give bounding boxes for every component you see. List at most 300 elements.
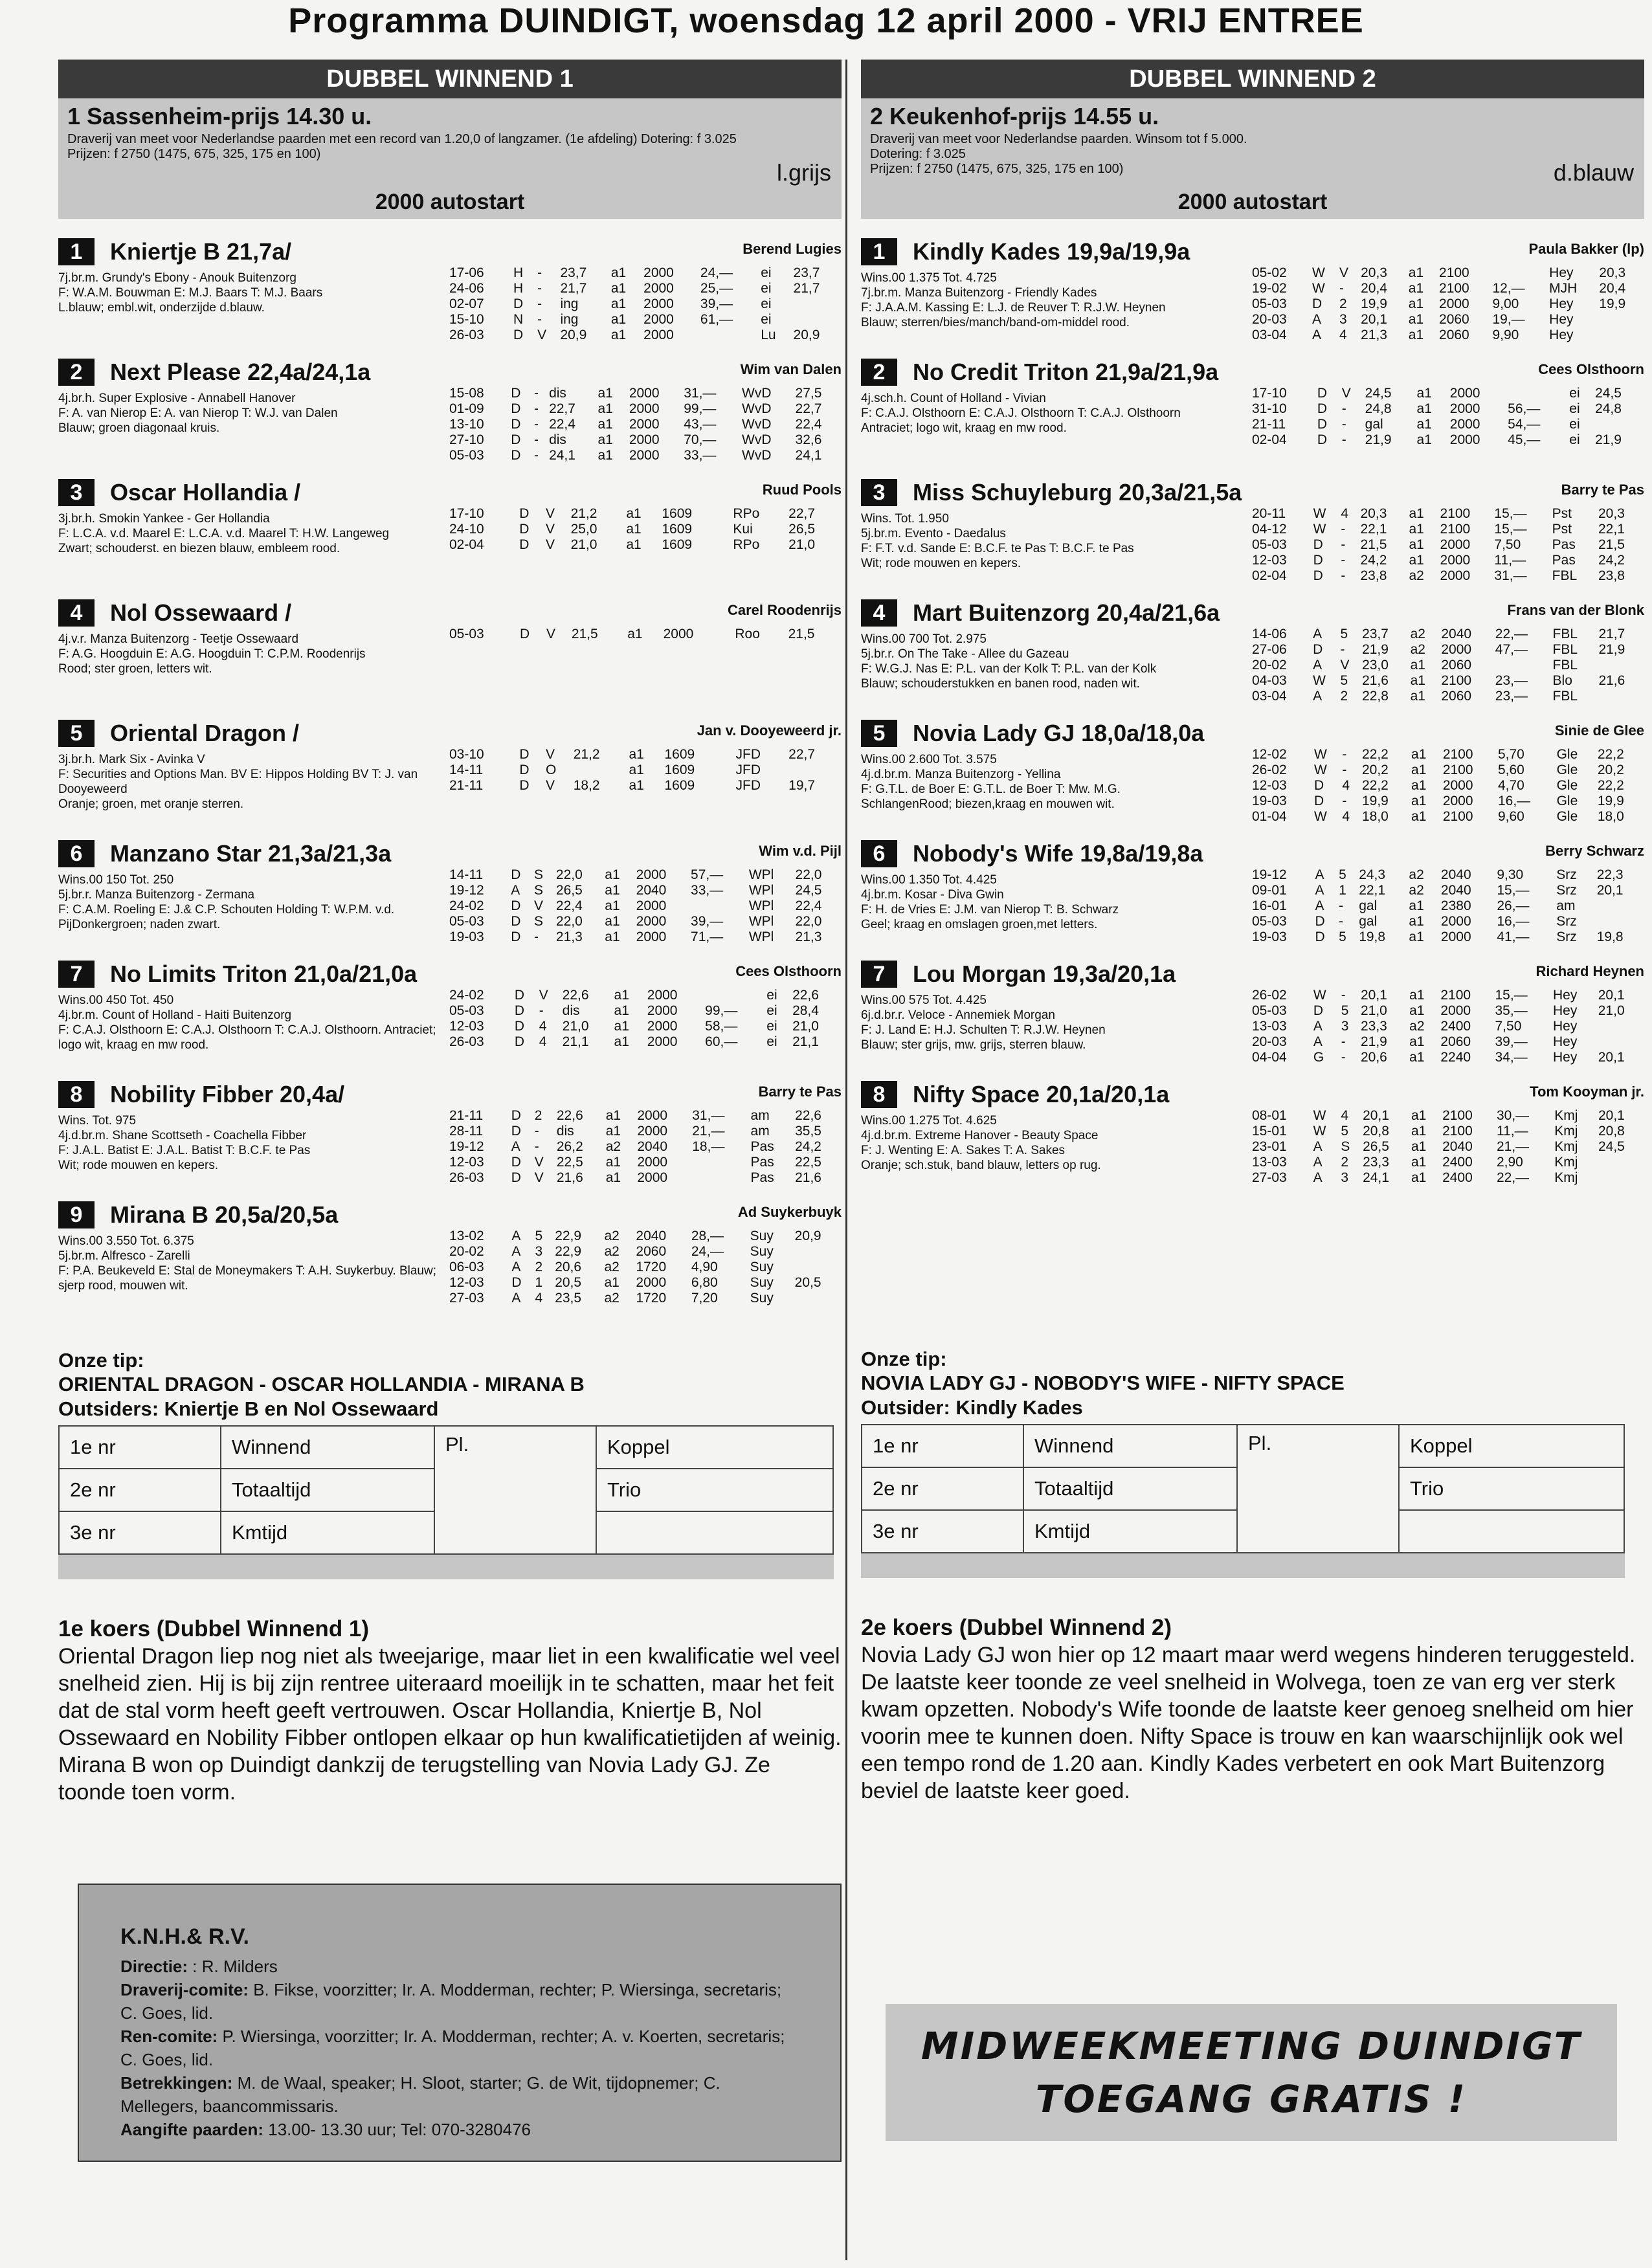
result-cell: gal <box>1359 898 1378 913</box>
horse-results <box>447 506 842 553</box>
grid-empty <box>596 1511 833 1554</box>
horse-info-line: Blauw; groen diagonaal kruis. <box>58 421 220 435</box>
result-cell: a1 <box>1416 401 1432 416</box>
result-cell: a1 <box>627 627 643 641</box>
horse-info <box>861 632 1249 691</box>
result-cell: WPl <box>748 898 774 913</box>
result-cell: 05-03 <box>449 448 484 463</box>
result-cell: 21,1 <box>792 1034 819 1049</box>
result-cell <box>724 778 733 794</box>
result-cell: 21,5 <box>788 627 815 641</box>
org-title: K.N.H.& R.V. <box>120 1924 250 1949</box>
horse-info <box>861 752 1249 812</box>
result-cell: 05-02 <box>1252 265 1287 280</box>
result-row <box>447 1108 842 1124</box>
result-cell: Kmj <box>1554 1108 1578 1123</box>
grid-pl: Pl. <box>434 1426 596 1554</box>
result-cell: 02-04 <box>449 537 484 552</box>
result-cell: 22,7 <box>788 747 816 762</box>
result-cell: a1 <box>1416 432 1432 447</box>
result-cell: - <box>533 386 539 401</box>
result-cell: A <box>1315 867 1324 882</box>
result-cell: a1 <box>614 1019 629 1034</box>
horse-results <box>1249 988 1644 1065</box>
horse-info-line: F: J.A.L. Batist E: J.A.L. Batist T: B.C.F. te Pas <box>58 1144 311 1157</box>
result-cell: a1 <box>604 1275 620 1290</box>
result-cell: W <box>1312 265 1325 280</box>
result-cell <box>698 328 758 343</box>
horse-name: Nobility Fibber 20,4a/ <box>110 1081 345 1107</box>
result-cell: 2000 <box>643 312 674 327</box>
horse-info <box>861 993 1249 1052</box>
horse-trainer: Sinie de Glee <box>1554 722 1644 739</box>
result-cell: 26-03 <box>449 1034 484 1049</box>
result-cell: a2 <box>1409 883 1424 898</box>
result-cell: 9,00 <box>1492 296 1519 311</box>
result-cell <box>1505 386 1567 401</box>
result-cell: 27,5 <box>795 386 822 401</box>
result-cell: 15,— <box>1495 988 1528 1003</box>
result-cell: 21,3 <box>555 929 583 944</box>
result-cell: MJH <box>1549 281 1578 296</box>
tip-heading: Onze tip: <box>58 1349 144 1372</box>
result-cell <box>792 1260 842 1275</box>
result-cell: 18,0 <box>1597 809 1624 824</box>
result-row <box>1249 673 1644 689</box>
result-cell: 22,4 <box>795 898 822 913</box>
result-cell: a2 <box>1409 568 1424 583</box>
result-cell: a1 <box>597 417 613 432</box>
result-cell: Hey <box>1549 328 1574 342</box>
result-cell: W <box>1314 809 1327 824</box>
result-cell: S <box>533 867 543 882</box>
result-cell: 22,6 <box>795 1108 821 1123</box>
result-cell: Srz <box>1556 929 1577 944</box>
horse-trainer: Paula Bakker (lp) <box>1528 241 1644 257</box>
org-aangifte <box>120 2118 799 2141</box>
result-cell: WPl <box>748 883 774 898</box>
result-cell <box>791 296 842 312</box>
result-cell: A <box>1313 627 1323 641</box>
result-cell: - <box>1342 747 1347 762</box>
result-cell: a1 <box>1416 386 1432 401</box>
horse-name: No Limits Triton 21,0a/21,0a <box>110 961 418 987</box>
result-cell: 2 <box>1340 689 1348 704</box>
result-cell: 26,— <box>1497 898 1530 913</box>
horse-results <box>1249 386 1644 448</box>
result-cell: 21,9 <box>1360 1034 1387 1049</box>
result-row <box>1249 1050 1644 1065</box>
result-cell: D <box>511 432 521 447</box>
result-cell <box>724 762 733 778</box>
result-row <box>447 747 842 762</box>
result-cell: 1609 <box>662 506 693 521</box>
result-cell: 2380 <box>1440 898 1471 913</box>
result-cell: 22,4 <box>549 417 575 432</box>
result-cell: 41,— <box>1497 929 1530 944</box>
result-cell: 12-03 <box>449 1155 484 1170</box>
result-row <box>1249 642 1644 658</box>
result-cell: 58,— <box>705 1019 738 1034</box>
result-cell: 2 <box>1341 1155 1348 1170</box>
result-cell: A <box>511 1260 521 1274</box>
horse-name: No Credit Triton 21,9a/21,9a <box>913 359 1219 385</box>
result-cell: gal <box>1365 417 1383 432</box>
race-description: Draverij van meet voor Nederlandse paarden. Winsom tot f 5.000. Dotering: f 3.025 <box>870 132 1247 161</box>
result-cell: 2400 <box>1442 1155 1473 1170</box>
result-cell: 24,1 <box>1363 1170 1389 1185</box>
result-cell: 2000 <box>647 1003 678 1018</box>
result-cell: 2000 <box>637 1155 668 1170</box>
result-cell: 5 <box>1340 627 1348 641</box>
result-cell: FBL <box>1552 568 1578 583</box>
result-cell: 9,30 <box>1497 867 1524 882</box>
result-cell: dis <box>549 386 566 401</box>
result-cell: 23,3 <box>1363 1155 1389 1170</box>
result-cell: a1 <box>1411 778 1427 793</box>
result-cell: 26,2 <box>556 1139 583 1154</box>
result-cell: 2000 <box>647 988 678 1003</box>
result-cell: Gle <box>1556 747 1578 762</box>
grid-2e-nr: 2e nr <box>862 1467 1023 1510</box>
result-cell: 01-09 <box>449 401 484 416</box>
horse-results <box>1249 506 1644 584</box>
result-cell: D <box>511 1170 521 1185</box>
tip-heading: Onze tip: <box>861 1348 947 1370</box>
horse-info-line: 4j.d.br.m. Shane Scottseth - Coachella Fibber <box>58 1129 307 1142</box>
result-cell: A <box>1312 312 1322 327</box>
result-cell: D <box>1317 432 1328 447</box>
result-cell: 11,— <box>1494 553 1526 568</box>
result-cell: WvD <box>742 386 772 401</box>
result-cell: 2 <box>535 1260 543 1274</box>
result-cell: a1 <box>1416 417 1432 432</box>
result-cell: 24,5 <box>1365 386 1392 401</box>
result-cell: 56,— <box>1508 401 1541 416</box>
result-cell: S <box>533 883 543 898</box>
result-cell: 20,6 <box>1360 1050 1387 1065</box>
result-cell: a1 <box>597 432 613 447</box>
horse-info-line: F: H. de Vries E: J.M. van Nierop T: B. Schwarz <box>861 903 1119 917</box>
result-cell: 2400 <box>1442 1170 1473 1185</box>
result-cell: 19-12 <box>1252 867 1287 882</box>
grid-koppel: Koppel <box>1399 1425 1624 1467</box>
result-cell: a1 <box>605 914 620 929</box>
result-cell: 22,2 <box>1597 778 1624 793</box>
result-cell: 24-02 <box>449 898 484 913</box>
horse-info-line: Oranje; sch.stuk, band blauw, letters op rug. <box>861 1159 1101 1172</box>
result-cell: - <box>533 448 539 463</box>
result-cell: 21,6 <box>1362 673 1389 688</box>
result-cell: 5,70 <box>1497 747 1524 762</box>
horse-info-line: F: C.A.J. Olsthoorn E: C.A.J. Olsthoorn T: C.A.J. Olsthoorn. Antraciet; logo wit, kraag en mw rood. <box>58 1023 436 1052</box>
result-cell: FBL <box>1552 689 1578 704</box>
result-cell: 2000 <box>647 1034 678 1049</box>
result-row <box>1249 883 1644 898</box>
result-cell: 21-11 <box>449 1108 484 1123</box>
result-cell: dis <box>549 432 566 447</box>
result-cell: 19-03 <box>449 929 484 944</box>
result-cell: Pas <box>1552 537 1576 552</box>
result-cell: Pst <box>1552 522 1572 537</box>
result-cell: D <box>511 448 521 463</box>
result-cell: 24,1 <box>795 448 822 463</box>
result-cell: 22,7 <box>795 401 822 416</box>
horse-info-line: F: G.T.L. de Boer E: G.T.L. de Boer T: Mw. M.G. <box>861 783 1121 796</box>
result-cell: - <box>1341 537 1346 552</box>
grid-pl: Pl. <box>1237 1425 1399 1553</box>
result-cell: A <box>1313 689 1323 704</box>
result-row <box>447 1139 842 1155</box>
result-cell: 22,9 <box>555 1228 582 1243</box>
result-cell: 21,5 <box>1598 537 1625 552</box>
horse-name: Novia Lady GJ 18,0a/18,0a <box>913 720 1205 746</box>
result-cell: a1 <box>1410 689 1425 704</box>
horse-name: Kniertje B 21,7a/ <box>110 238 292 265</box>
result-cell: 1720 <box>636 1260 667 1274</box>
result-cell: 2040 <box>1440 867 1471 882</box>
result-cell: Srz <box>1556 867 1577 882</box>
race-prizes: Prijzen: f 2750 (1475, 675, 325, 175 en 100) <box>870 162 1124 176</box>
result-cell: 19-03 <box>1252 929 1287 944</box>
result-cell: 2000 <box>1440 553 1471 568</box>
horse-info-line: Antraciet; logo wit, kraag en mw rood. <box>861 421 1067 435</box>
result-cell: a2 <box>604 1260 620 1274</box>
result-cell: JFD <box>735 778 761 793</box>
result-cell: D <box>1317 417 1328 432</box>
result-cell: a1 <box>1411 762 1427 777</box>
result-cell: 21,7 <box>560 281 587 296</box>
result-cell: 2000 <box>643 328 674 342</box>
horse-entry <box>58 1081 842 1201</box>
result-cell: - <box>1341 553 1346 568</box>
result-cell: a2 <box>604 1228 620 1243</box>
horse-info <box>861 1113 1249 1173</box>
horse-info-line: F: W.G.J. Nas E: P.L. van der Kolk T: P.L. van der Kolk <box>861 662 1157 676</box>
result-cell: RPo <box>733 506 760 521</box>
result-cell <box>1596 658 1644 673</box>
result-cell: 5 <box>1339 867 1346 882</box>
result-cell: 47,— <box>1495 642 1528 657</box>
result-cell: 1609 <box>664 747 695 762</box>
result-cell: 12,— <box>1492 281 1525 296</box>
grid-1e-nr: 1e nr <box>59 1426 221 1469</box>
horse-name: Oriental Dragon / <box>110 720 300 746</box>
result-cell: D <box>511 386 521 401</box>
result-cell: Hey <box>1553 1034 1578 1049</box>
result-row <box>447 265 842 281</box>
result-cell <box>1592 417 1644 432</box>
result-cell: A <box>1312 328 1322 342</box>
result-row <box>447 522 842 537</box>
result-cell: 20,4 <box>1599 281 1626 296</box>
result-cell: 13-03 <box>1252 1019 1287 1034</box>
result-cell: 08-01 <box>1252 1108 1287 1123</box>
result-cell: 4 <box>1341 506 1348 521</box>
result-cell: ei <box>766 1003 777 1018</box>
organization-box <box>78 1884 842 2162</box>
result-cell: ei <box>761 265 772 280</box>
result-cell: A <box>1313 1139 1323 1154</box>
result-cell: Pas <box>750 1170 774 1185</box>
result-cell: 21,5 <box>1360 537 1387 552</box>
result-cell: 33,— <box>684 448 717 463</box>
result-cell: 2100 <box>1440 522 1471 537</box>
result-cell: 02-04 <box>1252 432 1287 447</box>
result-cell: 39,— <box>691 914 724 929</box>
horse-info-line: F: A. van Nierop E: A. van Nierop T: W.J. van Dalen <box>58 406 338 420</box>
result-row <box>1249 658 1644 673</box>
result-cell <box>721 537 730 553</box>
result-cell: D <box>511 1108 521 1123</box>
result-row <box>447 883 842 898</box>
result-cell: a1 <box>1409 1003 1425 1018</box>
result-cell: 20,3 <box>1598 506 1625 521</box>
result-cell: a1 <box>605 929 620 944</box>
result-cell: 22,2 <box>1361 747 1389 762</box>
result-cell: 27-03 <box>1252 1170 1287 1185</box>
result-cell: 18,2 <box>573 778 600 793</box>
result-cell: 21,9 <box>1598 642 1625 657</box>
result-cell: Hey <box>1553 1003 1578 1018</box>
result-cell: D <box>511 914 521 929</box>
result-row <box>447 448 842 463</box>
horse-name: Nifty Space 20,1a/20,1a <box>913 1081 1170 1107</box>
result-cell: 70,— <box>684 432 717 447</box>
result-cell: G <box>1313 1050 1324 1065</box>
result-cell: V <box>1341 386 1351 401</box>
result-cell: W <box>1313 1124 1326 1139</box>
result-cell: 22,9 <box>555 1244 582 1259</box>
race-comment <box>861 1614 1644 1805</box>
horse-trainer: Ad Suykerbuyk <box>737 1204 842 1220</box>
result-row <box>447 1170 842 1186</box>
result-cell: 27-03 <box>449 1291 484 1306</box>
horse-number: 6 <box>58 840 95 867</box>
result-cell: 21-11 <box>449 778 484 793</box>
horse-info-line: 4j.br.m. Kosar - Diva Gwin <box>861 888 1004 902</box>
result-cell: 20,6 <box>555 1260 582 1274</box>
result-cell: Kmj <box>1554 1155 1578 1170</box>
grid-shade <box>58 1555 834 1579</box>
result-cell: 2100 <box>1442 1108 1473 1123</box>
result-row <box>447 1275 842 1291</box>
horse-entry <box>58 840 842 961</box>
result-cell: 15-08 <box>449 386 484 401</box>
result-row <box>447 506 842 522</box>
result-cell: 19,— <box>1492 312 1525 327</box>
race-color: d.blauw <box>1553 159 1634 186</box>
result-cell: 2000 <box>629 386 660 401</box>
result-cell: a1 <box>1411 1139 1427 1154</box>
horse-results <box>447 265 842 343</box>
horse-trainer: Jan v. Dooyeweerd jr. <box>697 722 842 739</box>
grid-trio: Trio <box>1399 1467 1624 1510</box>
result-cell: 24,2 <box>1598 553 1625 568</box>
result-cell: 2100 <box>1440 506 1471 521</box>
result-cell: 2000 <box>1441 642 1472 657</box>
result-cell: 21,5 <box>571 627 598 641</box>
result-row <box>1249 506 1644 522</box>
result-row <box>1249 281 1644 296</box>
result-cell: a1 <box>1408 328 1424 342</box>
result-cell: 28,4 <box>792 1003 819 1018</box>
result-cell: ei <box>1569 432 1580 447</box>
horse-info-line: 5j.br.m. Alfresco - Zarelli <box>58 1249 190 1263</box>
result-row <box>1249 568 1644 584</box>
grid-2e-nr: 2e nr <box>59 1469 221 1511</box>
result-cell: 14-06 <box>1252 627 1287 641</box>
result-cell: 19,7 <box>788 778 816 793</box>
result-cell: 9,60 <box>1497 809 1524 824</box>
result-cell: 2000 <box>637 1124 668 1139</box>
result-cell: V <box>545 747 555 762</box>
horse-name: Miss Schuyleburg 20,3a/21,5a <box>913 479 1242 506</box>
grid-3e-nr: 3e nr <box>862 1510 1023 1553</box>
horse-info <box>861 511 1249 571</box>
horse-entry <box>861 479 1644 599</box>
result-cell: 61,— <box>700 312 733 327</box>
horse-trainer: Wim v.d. Pijl <box>759 843 842 859</box>
horse-info-line: Wins.00 3.550 Tot. 6.375 <box>58 1234 194 1248</box>
grid-koppel: Koppel <box>596 1426 833 1469</box>
horse-info-line: Wins.00 575 Tot. 4.425 <box>861 994 987 1007</box>
race-start: 2000 autostart <box>375 190 525 214</box>
horse-results <box>1249 1108 1644 1186</box>
result-cell: 24-10 <box>449 522 484 537</box>
result-cell: 22,4 <box>555 898 583 913</box>
grid-1e-nr: 1e nr <box>862 1425 1023 1467</box>
result-cell: 5 <box>1341 1124 1348 1139</box>
result-cell: 27-10 <box>449 432 484 447</box>
result-row <box>1249 1108 1644 1124</box>
result-cell: a1 <box>597 401 613 416</box>
result-cell: 2000 <box>663 627 694 641</box>
result-cell: V <box>534 1170 544 1185</box>
result-cell: A <box>1313 1019 1323 1034</box>
org-label: Draverij-comite: <box>120 1980 249 1999</box>
race-column-2 <box>861 60 1644 1805</box>
result-cell: D <box>1315 929 1325 944</box>
org-betrekkingen <box>120 2071 799 2118</box>
result-row <box>1249 794 1644 809</box>
horse-info <box>58 752 447 812</box>
result-cell: 16-01 <box>1252 898 1287 913</box>
result-row <box>1249 386 1644 401</box>
org-label: Betrekkingen: <box>120 2073 233 2093</box>
horse-name: Oscar Hollandia / <box>110 479 301 506</box>
result-cell: Hey <box>1553 988 1578 1003</box>
result-cell: 15-01 <box>1252 1124 1287 1139</box>
horse-info-line: F: J. Land E: H.J. Schulten T: R.J.W. Heynen <box>861 1023 1106 1037</box>
result-cell: D <box>1314 794 1324 808</box>
horse-name: Next Please 22,4a/24,1a <box>110 359 371 385</box>
result-cell: 43,— <box>684 417 717 432</box>
result-row <box>447 929 842 945</box>
result-cell: 99,— <box>705 1003 738 1018</box>
result-cell: A <box>1315 898 1324 913</box>
result-cell: - <box>1341 432 1346 447</box>
result-cell: 21,2 <box>573 747 600 762</box>
horse-number: 7 <box>861 961 897 988</box>
horse-number: 5 <box>861 720 897 747</box>
result-cell: a1 <box>1409 988 1425 1003</box>
horse-entry <box>58 599 842 720</box>
result-cell: 24,3 <box>1359 867 1386 882</box>
result-cell: D <box>514 1003 525 1018</box>
result-cell: 21,2 <box>570 506 597 521</box>
result-cell: a1 <box>1409 1050 1425 1065</box>
